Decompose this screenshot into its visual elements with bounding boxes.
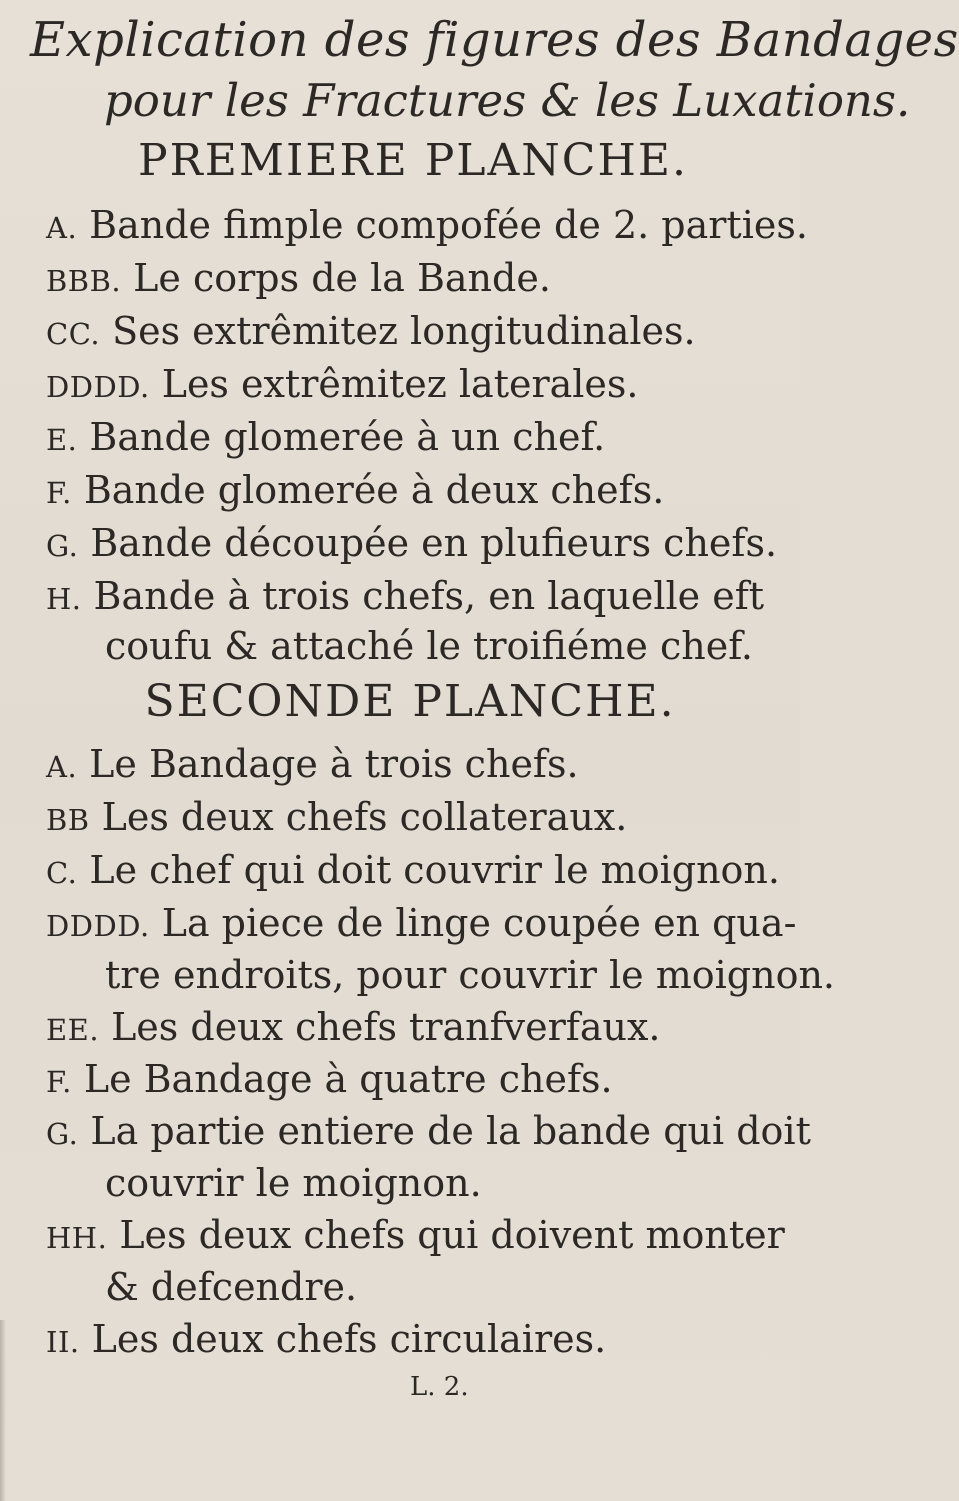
- signature-mark: L. 2.: [410, 1372, 469, 1402]
- entry-letter: F.: [46, 1065, 72, 1099]
- legend-entry: [46, 742, 579, 786]
- entry-text: Le chef qui doit couvrir le moignon.: [89, 848, 780, 892]
- page-subtitle: pour les Fractures & les Luxations.: [104, 74, 911, 127]
- entry-letter: II.: [46, 1325, 80, 1359]
- legend-entry: [46, 203, 808, 247]
- legend-entry: [46, 468, 664, 512]
- entry-letter: CC.: [46, 317, 101, 351]
- legend-entry: [46, 1317, 606, 1361]
- legend-entry: [46, 309, 696, 353]
- entry-text: Bande glomerée à un chef.: [89, 415, 606, 459]
- entry-letter: A.: [46, 750, 78, 784]
- entry-letter: BBB.: [46, 264, 122, 298]
- legend-entry: [46, 1005, 661, 1049]
- entry-continuation: coufu & attaché le troifiéme chef.: [105, 624, 753, 668]
- entry-continuation: couvrir le moignon.: [105, 1161, 482, 1205]
- page-title: Explication des figures des Bandages: [30, 12, 959, 68]
- legend-entry: [46, 362, 639, 406]
- entry-letter: F.: [46, 476, 72, 510]
- legend-entry: [46, 848, 780, 892]
- entry-letter: G.: [46, 1117, 79, 1151]
- entry-text: Les deux chefs tranfverfaux.: [111, 1005, 661, 1049]
- entry-letter: DDDD.: [46, 909, 150, 943]
- entry-continuation: & defcendre.: [105, 1265, 358, 1309]
- plate-heading-first: PREMIERE PLANCHE.: [138, 135, 688, 186]
- entry-letter: BB: [46, 803, 90, 837]
- entry-letter: E.: [46, 423, 78, 457]
- entry-text: Le Bandage à quatre chefs.: [83, 1057, 613, 1101]
- entry-text: Le Bandage à trois chefs.: [89, 742, 579, 786]
- entry-text: Bande glomerée à deux chefs.: [83, 468, 665, 512]
- entry-letter: C.: [46, 856, 78, 890]
- entry-letter: HH.: [46, 1221, 108, 1255]
- legend-entry: [46, 574, 764, 618]
- entry-text: La partie entiere de la bande qui doit: [90, 1109, 811, 1153]
- entry-letter: EE.: [46, 1013, 100, 1047]
- legend-entry: [46, 901, 796, 945]
- entry-text: Bande fimple compofée de 2. parties.: [89, 203, 808, 247]
- entry-text: Les extrêmitez laterales.: [161, 362, 639, 406]
- page-edge-shadow: [0, 1320, 6, 1501]
- legend-entry: [46, 1213, 785, 1257]
- entry-text: Bande découpée en plufieurs chefs.: [90, 521, 778, 565]
- legend-entry: [46, 795, 627, 839]
- legend-entry: [46, 1057, 613, 1101]
- entry-continuation: tre endroits, pour couvrir le moignon.: [105, 953, 836, 997]
- legend-entry: [46, 1109, 811, 1153]
- entry-text: Ses extrêmitez longitudinales.: [112, 309, 696, 353]
- legend-entry: [46, 521, 777, 565]
- entry-letter: DDDD.: [46, 370, 150, 404]
- entry-text: La piece de linge coupée en qua-: [161, 901, 797, 945]
- entry-text: Le corps de la Bande.: [133, 256, 551, 300]
- entry-text: Bande à trois chefs, en laquelle eft: [93, 574, 765, 618]
- entry-text: Les deux chefs collateraux.: [101, 795, 628, 839]
- legend-entry: [46, 256, 551, 300]
- entry-letter: A.: [46, 211, 78, 245]
- entry-letter: G.: [46, 529, 79, 563]
- plate-heading-second: SECONDE PLANCHE.: [144, 676, 676, 727]
- legend-entry: [46, 415, 605, 459]
- entry-letter: H.: [46, 582, 82, 616]
- entry-text: Les deux chefs qui doivent monter: [119, 1213, 785, 1257]
- entry-text: Les deux chefs circulaires.: [91, 1317, 607, 1361]
